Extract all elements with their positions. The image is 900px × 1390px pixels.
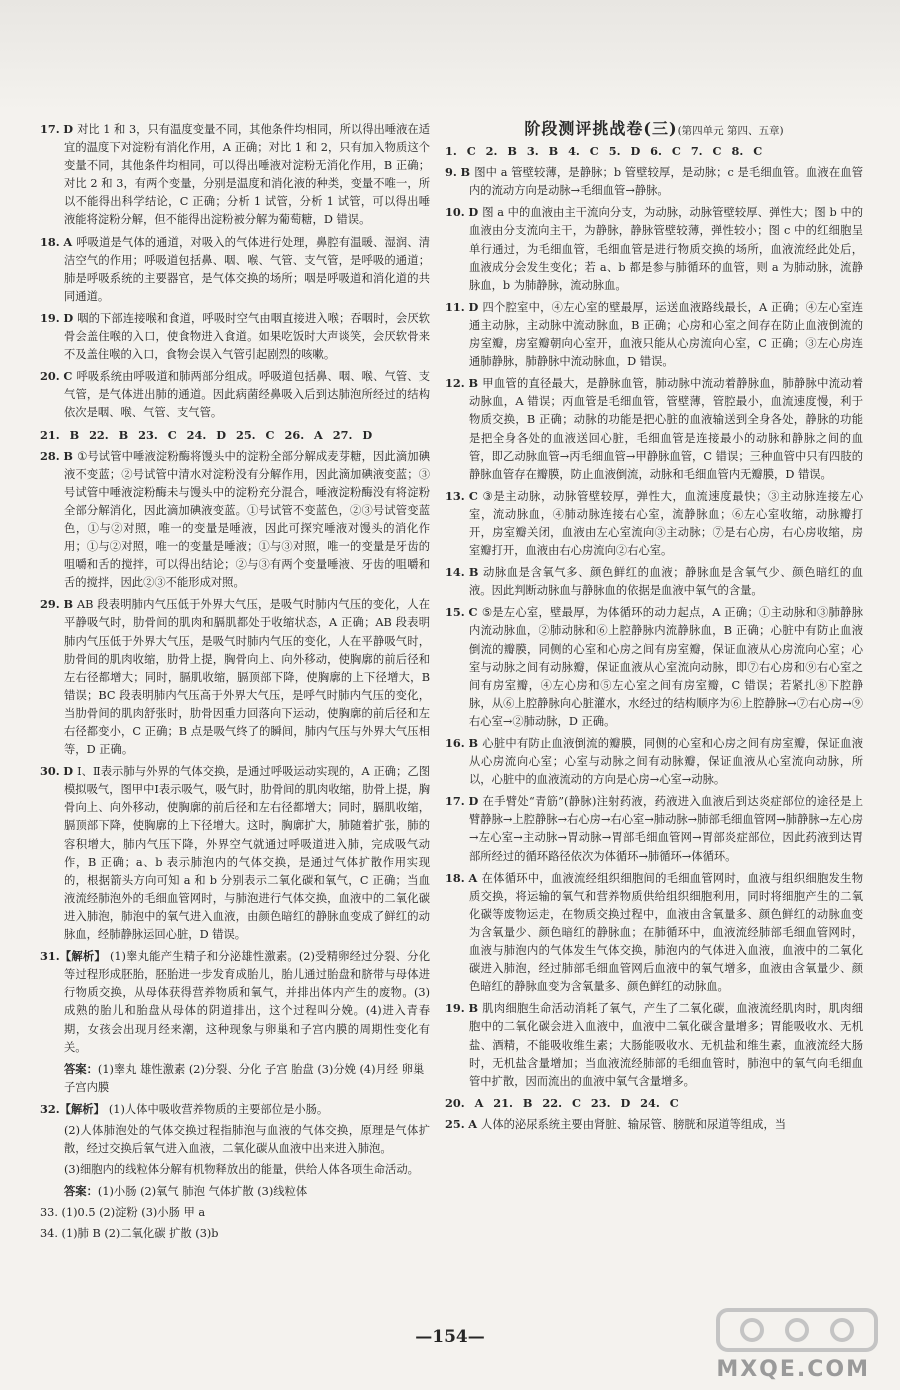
answer-r12: 12. B 甲血管的直径最大，是静脉血管，肺动脉中流动着静脉血，肺静脉中流动着动脉血，A 错误；丙血管是毛细血管，管壁薄，管腔最小，血流速度慢，利于物质交换，B 正确；动脉的功能是把心脏的血液输送到全身各处，静脉的功能是把全身各处的血液送回心脏，毛细血管是连接最小的动脉和静脉之间的血管，即乙动脉血管→丙毛细血管→甲静脉血管，C 错误；三种血管中只有四肢的静脉血管存在瓣膜，防止血液倒流，动脉和毛细血管内无瓣膜，D 错误。 <box>445 376 863 481</box>
answer-r18: 18. A 在体循环中，血液流经组织细胞间的毛细血管网时，血液与组织细胞发生物质交换，将运输的氧气和营养物质供给组织细胞利用，同时将细胞产生的二氧化碳等废物运走，在物质交换过程中，血液由含氧量多、颜色鲜红的动脉血变为含氧量少、颜色暗红的静脉血；在肺循环中，血液流经肺部毛细血管网时，血液与肺泡内的气体发生气体交换，肺泡内的气体进入血液，血液中的二氧化碳进入肺泡，经过肺部毛细血管网后血液中的氧气增多，血液由含氧量少、颜色暗红的静脉血变为含氧量多、颜色鲜红的动脉血。 <box>445 870 863 994</box>
answers-20-24: 20. A 21. B 22. C 23. D 24. C <box>445 1095 679 1110</box>
answer-r25: 25. A 人体的泌尿系统主要由肾脏、输尿管、膀胱和尿道等组成，当 <box>445 1116 787 1131</box>
answer-28: 28. B ①号试管中唾液淀粉酶将馒头中的淀粉全部分解成麦芽糖，因此滴加碘液不变蓝；②号试管中清水对淀粉没有分解作用，因此滴加碘液变蓝；③号试管中唾液淀粉酶未与馒头中的淀粉充分混合，唾液淀粉酶没有将淀粉全部分解消化，因此滴加碘液变蓝。①号试管不变蓝色，②③号试管变蓝色，①与②对照，唯一的变量是唾液，因此可探究唾液对馒头的消化作用；①与②对照，唯一的变量是唾液；①与③对照，唯一的变量是牙齿的咀嚼和舌的搅拌，可以得出结论；②与③有两个变量唾液、牙齿的咀嚼和舌的搅拌，因此②③不能形成对照。 <box>40 448 431 590</box>
answer-r13: 13. C ③是主动脉，动脉管壁较厚，弹性大，血流速度最快；③主动脉连接左心室，流动脉血，④肺动脉连接右心室，流静脉血；⑥左心室收缩，动脉瓣打开，房室瓣关闭，血液由左心室流向③主动脉；⑦是右心房，右心房收缩，房室瓣打开，血液由右心房流向②右心室。 <box>445 488 863 558</box>
answer-r10: 10. D 图 a 中的血液由主干流向分支，为动脉，动脉管壁较厚、弹性大；图 b 中的血液由分支流向主干，为静脉，静脉管壁较薄，弹性较小；图 c 中的红细胞呈单行通过，为毛细血管，毛细血管是进行物质交换的场所，血液流经此处后，血液成分会发生变化；若 a、b 都是参与肺循环的血管，则 a 为肺动脉，流静脉血，b 为肺静脉，流动脉血。 <box>445 205 864 292</box>
answer-20: 20. C 呼吸系统由呼吸道和肺两部分组成。呼吸道包括鼻、咽、喉、气管、支气管，是气体进出肺的通道。因此病菌经鼻吸入后到达肺泡所经过的结构依次是咽、喉、气管、支气管。 <box>40 369 430 420</box>
answer-32-part3: (3)细胞内的线粒体分解有机物释放出的能量，供给人体各项生命活动。 <box>64 1163 419 1177</box>
page-top-shade <box>0 0 900 112</box>
section-title: 阶段测评挑战卷(三)(第四单元 第四、五章) <box>524 119 784 138</box>
answer-32: 32.【解析】 (1)人体中吸收营养物质的主要部位是小肠。 <box>40 1101 329 1116</box>
answer-r16: 16. B 心脏中有防止血液倒流的瓣膜，同侧的心室和心房之间有房室瓣，保证血液从心房流向心室；心室与动脉之间有动脉瓣，保证血液从心室流向动脉，所以，心脏中的血液流动的方向是心房→心室→动脉。 <box>445 736 863 787</box>
answer-30: 30. D Ⅰ、Ⅱ表示肺与外界的气体交换，是通过呼吸运动实现的，A 正确；乙图模拟吸气，图甲中Ⅰ表示吸气，吸气时，肋骨间的肌肉收缩，肋骨上提，胸骨向上、向外移动，使胸廓的前后径和左右径都增大；同时，膈肌收缩，膈顶部下降，使胸廓的上下径增大。这时，胸廓扩大，肺随着扩张，肺的容积增大，肺内气压下降，外界空气就通过呼吸道进入肺，完成吸气动作，B 正确；a、b 表示肺泡内的气体交换，是通过气体扩散作用实现的，根据箭头方向可知 a 和 b 分别表示二氧化碳和氧气，C 正确；当血液流经肺泡外的毛细血管网时，与肺泡进行气体交换，血液中的二氧化碳进入肺泡，肺泡中的氧气进入血液，由颜色暗红的静脉血变成了鲜红的动脉血，经肺静脉运回心脏，D 错误。 <box>40 764 430 942</box>
right-column <box>445 120 863 1137</box>
answer-19: 19. D 咽的下部连接喉和食道，呼吸时空气由咽直接进入喉；吞咽时，会厌软骨会盖住喉的入口，使食物进入食道。如果吃饭时大声谈笑，会厌软骨来不及盖住喉的入口，食物会误入气管引起剧烈的咳嗽。 <box>40 310 430 362</box>
answer-r9: 9. B 图中 a 管壁较薄，是静脉；b 管壁较厚，是动脉；c 是毛细血管。血液在血管内的流动方向是动脉→毛细血管→静脉。 <box>445 165 863 198</box>
answer-r15: 15. C ⑤是左心室，壁最厚，为体循环的动力起点，A 正确；①主动脉和③肺静脉内流动脉血，②肺动脉和⑥上腔静脉内流静脉血，B 正确；心脏中有防止血液倒流的瓣膜，同侧的心室和心房之间有房室瓣，保证血液从心房流向心室；心室与动脉之间有动脉瓣，保证血液从心室流向动脉，即⑦右心房和⑨右心室之间有房室瓣，④左心房和⑤左心室之间有房室瓣，C 错误；若紧扎⑧下腔静脉，从⑥上腔静脉向心脏灌水，水经过的结构顺序为⑥上腔静脉→⑦右心房→⑨右心室→②肺动脉，D 正确。 <box>445 605 863 728</box>
answer-31: 31.【解析】 (1)睾丸能产生精子和分泌雄性激素。(2)受精卵经过分裂、分化等过程形成胚胎，胚胎进一步发育成胎儿，胎儿通过胎盘和脐带与母体进行物质交换，从母体获得营养物质和氧气，并排出体内产生的废物。(3)成熟的胎儿和胎盘从母体的阴道排出，这个过程叫分娩。(4)进入青春期，女孩会出现月经来潮，这种现象与卵巢和子宫内膜的周期性变化有关。 <box>40 949 430 1054</box>
answer-32-part2: (2)人体肺泡处的气体交换过程指肺泡与血液的气体交换，原理是气体扩散，经过交换后氧气进入血液，二氧化碳从血液中出来进入肺泡。 <box>64 1123 430 1156</box>
answer-r11: 11. D 四个腔室中，④左心室的壁最厚，运送血液路线最长，A 正确；④左心室连通主动脉，主动脉中流动脉血，B 正确；心房和心室之间存在防止血液倒流的房室瓣，房室瓣朝向心室开，血液只能从心房流向心室，C 正确；③左心房连通肺静脉，肺静脉中流动脉血，D 错误。 <box>445 299 863 369</box>
answer-34: 34. (1)肺 B (2)二氧化碳 扩散 (3)b <box>40 1227 219 1241</box>
answer-r14: 14. B 动脉血是含氧气多、颜色鲜红的血液；静脉血是含氧气少、颜色暗红的血液。因此判断动脉血与静脉血的依据是血液中氧气的含量。 <box>445 565 863 598</box>
watermark-text: MXQE.COM <box>716 1357 870 1382</box>
answer-17: 17. D 对比 1 和 3，只有温度变量不同，其他条件均相同，所以得出唾液在适宜的温度下对淀粉有消化作用，A 正确；对比 1 和 2，只有加入物质这个变量不同，其他条件均相同，可以得出唾液对淀粉无消化作用，B 正确；对比 2 和 3，有两个变量，分别是温度和消化液的种类，变量不唯一，所以不能得出科学结论，C 正确；分析 1 试管，分析 1 试管，可以得出唾液能将淀粉分解，但不能得出淀粉被分解为葡萄糖，D 错误。 <box>40 122 431 227</box>
answers-1-8: 1. C 2. B 3. B 4. C 5. D 6. C 7. C 8. C <box>445 144 763 159</box>
left-column <box>40 120 430 1247</box>
answer-r17: 17. D 在手臂处“青筋”(静脉)注射药液，药液进入血液后到达炎症部位的途径是上臂静脉→上腔静脉→右心房→右心室→肺动脉→肺部毛细血管网→肺静脉→左心房→左心室→主动脉→胃动脉→胃部毛细血管网→胃部炎症部位，因此药液到达胃部所经过的循环路径依次为体循环→肺循环→体循环。 <box>445 794 863 863</box>
answer-29: 29. B AB 段表明肺内气压低于外界大气压，是吸气时肺内气压的变化，人在平静吸气时，肋骨间的肌肉和膈肌都处于收缩状态，A 正确；AB 段表明肺内气压低于外界大气压，是吸气时肺内气压的变化，人在平静吸气时，肋骨间的肌肉收缩，肋骨上提，胸骨向上、向外移动，使胸廓的前后径和左右径都增大；同时，膈肌收缩，膈顶部下降，使胸廓的上下径增大，B 错误；BC 段表明肺内气压高于外界大气压，是呼气时肺内气压的变化，当肋骨间的肌肉舒张时，肋骨因重力回落向下运动，使胸廓的前后径和左右径都变小，C 正确；B 点是吸气终了的瞬间，肺内气压与外界大气压相等，D 正确。 <box>40 597 430 757</box>
answer-18: 18. A 呼吸道是气体的通道，对吸入的气体进行处理，鼻腔有温暖、湿润、清洁空气的作用；呼吸道包括鼻、咽、喉、气管、支气管，是呼吸的通道；肺是呼吸系统的主要器官，是气体交换的场所；咽是呼吸道和消化道的共同通道。 <box>40 234 430 303</box>
answer-31-key: 答案：(1)睾丸 雄性激素 (2)分裂、分化 子宫 胎盘 (3)分娩 (4)月经 卵巢 子宫内膜 <box>64 1061 425 1094</box>
answer-32-key: 答案：(1)小肠 (2)氧气 肺泡 气体扩散 (3)线粒体 <box>64 1184 308 1199</box>
answer-33: 33. (1)0.5 (2)淀粉 (3)小肠 甲 a <box>40 1206 206 1220</box>
page-number: —154— <box>415 1327 485 1347</box>
answers-21-27: 21. B 22. B 23. C 24. D 25. C 26. A 27. D <box>40 427 373 442</box>
answer-r19: 19. B 肌肉细胞生命活动消耗了氧气，产生了二氧化碳，血液流经肌肉时，肌肉细胞中的二氧化碳会进入血液中，血液中二氧化碳含量增多；胃能吸收水、无机盐、酒精，不能吸收维生素；大肠能吸收水、无机盐和维生素，血液流经大肠时，无机盐含量增加；当血液流经肺部的毛细血管时，肺泡中的氧气向毛细血管中扩散，因而流出的血液中氧气含量增多。 <box>445 1001 863 1088</box>
